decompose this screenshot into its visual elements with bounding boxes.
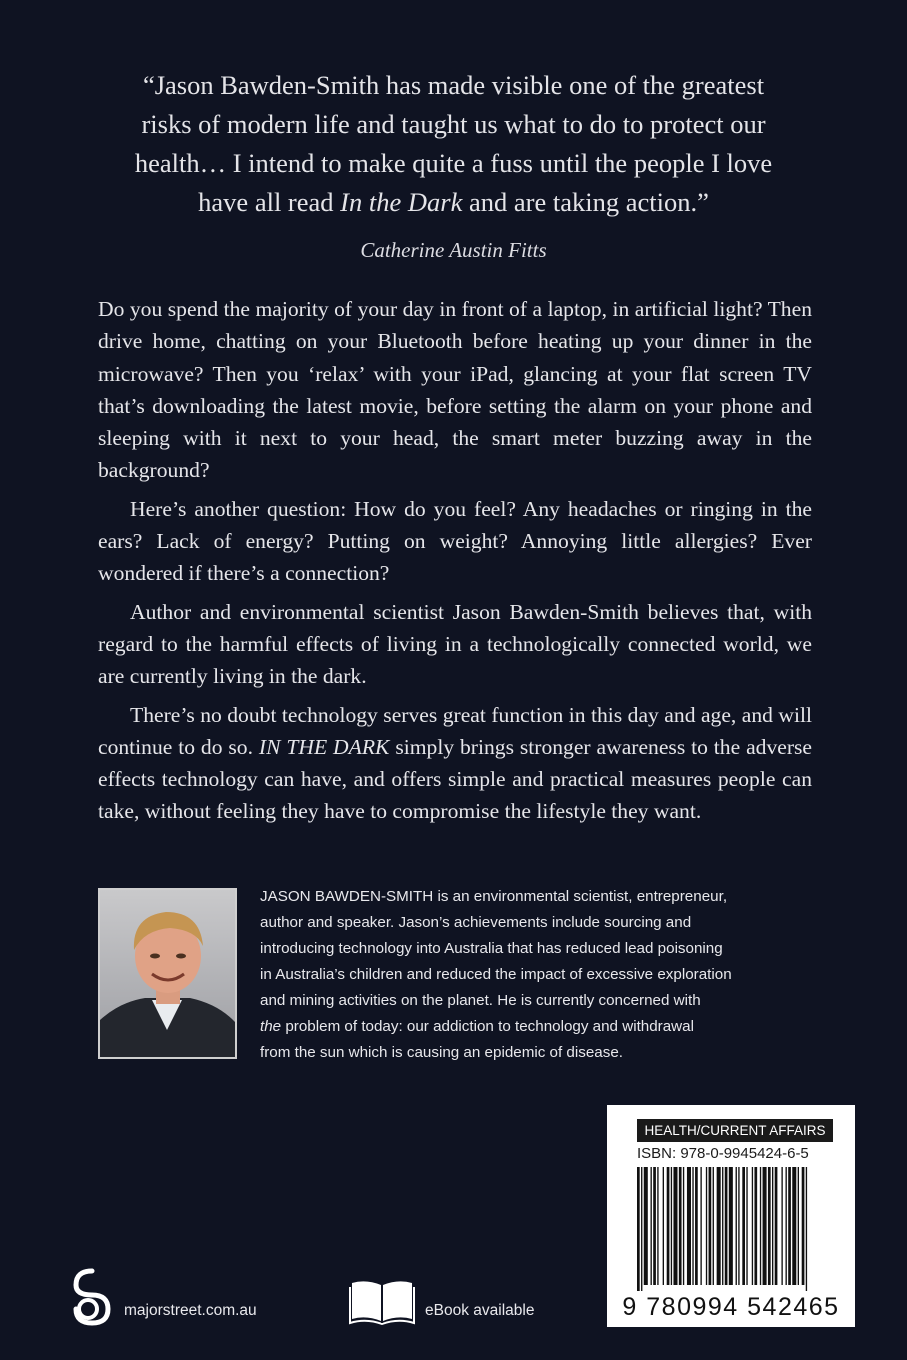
bio-line: author and speaker. Jason’s achievements include sourcing and (260, 914, 692, 931)
barcode-bar (725, 1167, 728, 1285)
open-book-icon (348, 1277, 416, 1325)
quote-line: “Jason Bawden-Smith has made visible one of the greatest (142, 70, 765, 100)
endorsement-quote (90, 66, 817, 222)
barcode-bar (722, 1167, 723, 1285)
quote-text: have all read (198, 187, 341, 217)
barcode-bar (754, 1167, 757, 1285)
barcode-bar (768, 1167, 771, 1285)
barcode-bar (792, 1167, 796, 1285)
barcode-bar (641, 1167, 642, 1291)
barcode-bar (637, 1167, 640, 1291)
barcode-bar (742, 1167, 745, 1285)
bio-line: introducing technology into Australia that has reduced lead poisoning (260, 940, 723, 957)
bio-emphasis: the (260, 1018, 282, 1035)
isbn-label: ISBN: 978-0-9945424-6-5 (637, 1145, 809, 1162)
barcode-bar (653, 1167, 656, 1285)
bio-line: JASON BAWDEN-SMITH is an environmental scientist, entrepreneur, (260, 888, 728, 905)
quote-text: and are taking action.” (462, 187, 709, 217)
barcode-bar (692, 1167, 693, 1285)
barcode-bar (709, 1167, 712, 1285)
quote-line (90, 183, 817, 222)
blurb-paragraph: Author and environmental scientist Jason Bawden-Smith believes that, with regard to the harmful effects of living in a technologically connected world, we are currently living in the dark. (98, 599, 812, 689)
barcode-bar (651, 1167, 652, 1285)
barcode-image (607, 1167, 855, 1297)
barcode-bar (763, 1167, 767, 1285)
barcode-bar (706, 1167, 707, 1285)
bio-line: from the sun which is causing an epidemic of disease. (260, 1044, 624, 1061)
barcode-bar (738, 1167, 739, 1285)
barcode-bar (657, 1167, 658, 1285)
barcode-bar (687, 1167, 691, 1285)
barcode-bar (695, 1167, 698, 1285)
author-photo (98, 888, 237, 1059)
barcode-bar (760, 1167, 761, 1285)
author-portrait-image (100, 890, 235, 1057)
barcode-bar (717, 1167, 721, 1285)
blurb-text: simply brings stronger awareness to the adverse effects technology can have, and offers simple and practical measures people can take, without feeling they have to compromise the lifestyle they want. (98, 734, 813, 824)
barcode-bar (683, 1167, 684, 1285)
quote-line: health… I intend to make quite a fuss until the people I love (134, 148, 773, 178)
barcode-bar (679, 1167, 682, 1285)
barcode-bar (788, 1167, 791, 1285)
barcode-bar (786, 1167, 787, 1285)
barcode-bar (798, 1167, 799, 1285)
blurb-paragraph (98, 699, 812, 828)
bio-line: in Australia’s children and reduced the impact of excessive exploration (260, 966, 732, 983)
barcode-panel (607, 1105, 855, 1327)
barcode-bar (752, 1167, 753, 1285)
quote-attribution: Catherine Austin Fitts (360, 238, 547, 262)
barcode-bar (671, 1167, 672, 1285)
blurb (98, 293, 812, 834)
bio-line (260, 1014, 820, 1040)
blurb-paragraph: Do you spend the majority of your day in front of a laptop, in artificial light? Then drive home, chatting on your Bluetooth before heating up your dinner in the microwave? Then you ‘relax’ with your iPad, glancing at your flat screen TV that’s downloading the latest movie, before setting the alarm on your phone and sleeping with it next to your head, the smart meter buzzing away in the background? (98, 297, 812, 483)
bio-text: problem of today: our addiction to technology and withdrawal (281, 1018, 694, 1035)
quote-line: risks of modern life and taught us what to do to protect our (141, 109, 766, 139)
barcode-bar (775, 1167, 778, 1285)
barcode-bar (746, 1167, 747, 1285)
barcode-bar (729, 1167, 733, 1285)
barcode-bar (667, 1167, 670, 1285)
barcode-bar (806, 1167, 807, 1291)
book-title: In the Dark (340, 187, 463, 217)
blurb-text: There’s no doubt technology serves great function in this day and age, and will continue to do so. (98, 702, 812, 759)
barcode-digits: 9 780994 542465 (622, 1293, 840, 1321)
bio-line: and mining activities on the planet. He is currently concerned with (260, 992, 701, 1009)
barcode-bar (802, 1167, 805, 1285)
author-bio (260, 884, 820, 1066)
barcode-bar (781, 1167, 782, 1285)
barcode-bar (700, 1167, 701, 1285)
barcode-bar (644, 1167, 648, 1285)
ebook-availability: eBook available (425, 1302, 535, 1319)
barcode-bar (713, 1167, 714, 1285)
book-title: IN THE DARK (258, 734, 390, 759)
blurb-paragraph: Here’s another question: How do you feel? Any headaches or ringing in the ears? Lack of energy? Putting on weight? Annoying little allergies? Ever wondered if there’s a connection? (98, 496, 812, 586)
publisher-website: majorstreet.com.au (124, 1302, 257, 1319)
barcode-bar (673, 1167, 677, 1285)
barcode-bar (772, 1167, 773, 1285)
barcode-bar (663, 1167, 664, 1285)
publisher-logo (66, 1265, 118, 1327)
category-label: HEALTH/CURRENT AFFAIRS (637, 1119, 833, 1142)
barcode-bar (736, 1167, 737, 1285)
